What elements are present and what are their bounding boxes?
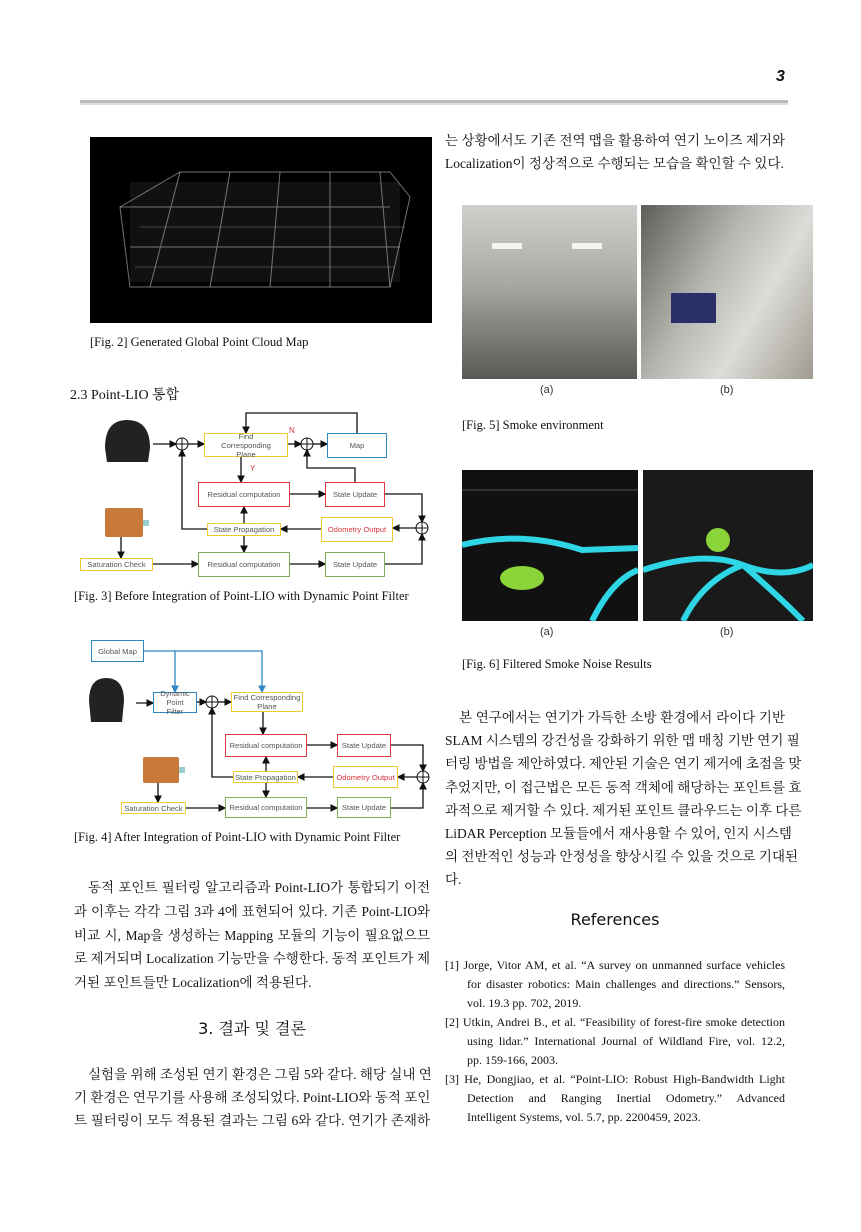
conclusion-line: 본 연구에서는 연기가 가득한 소방 환경에서 라이다 기반 <box>459 710 785 725</box>
reference-line: pp. 159-166, 2003. <box>467 1053 558 1067</box>
fig6-sub-b: (b) <box>720 626 734 638</box>
reference-line: for disaster robotics: Main challenges and directions.” Sensors, <box>467 977 785 991</box>
references-title: References <box>570 910 660 929</box>
fig5-caption: [Fig. 5] Smoke environment <box>462 418 604 432</box>
result-para-line: 기 환경은 연무기를 사용해 조성되었다. Point-LIO와 동적 포인 <box>74 1090 431 1105</box>
filtered-result-a <box>462 470 638 621</box>
fig4-saturation-check-box: Saturation Check <box>121 802 186 814</box>
conclusion-line: 터링 방법을 제안하였다. 제안된 기술은 연기 제거에 초점을 맞 <box>445 756 802 771</box>
fig6-caption: [Fig. 6] Filtered Smoke Noise Results <box>462 657 652 671</box>
conclusion-line: 과적으로 제거할 수 있다. 제거된 포인트 클라우드는 이후 다른 <box>445 803 802 818</box>
fig3-find-plane-box: Find Corresponding Plane <box>204 433 288 457</box>
fig3-residual-imu-box: Residual computation <box>198 552 290 577</box>
page-number: 3 <box>776 68 785 85</box>
fig4-residual-lidar-box: Residual computation <box>225 734 307 757</box>
result-para-line: 트 필터링이 모두 적용된 결과는 그림 6와 같다. 연기가 존재하 <box>74 1113 430 1128</box>
left-para-line: 거된 포인트들만 Localization에 적용된다. <box>74 975 312 990</box>
reference-line: [1] Jorge, Vitor AM, et al. “A survey on unmanned surface vehicles <box>445 958 785 972</box>
fig4-residual-imu-box: Residual computation <box>225 797 307 818</box>
conclusion-line: 의 전반적인 성능과 안정성을 향상시킬 수 있을 것으로 기대된 <box>445 849 799 864</box>
fig5-sub-a: (a) <box>540 384 554 396</box>
left-para-line: 로 제거되며 Localization 기능만을 수행한다. 동적 포인트가 제 <box>74 951 430 966</box>
fig3-saturation-check-box: Saturation Check <box>80 558 153 571</box>
reference-line: [2] Utkin, Andrei B., et al. “Feasibility of forest-fire smoke detection <box>445 1015 785 1029</box>
fig3-branch-yes: Y <box>250 464 256 473</box>
conclusion-line: 다. <box>445 872 462 887</box>
reference-line: vol. 19.3 pp. 702, 2019. <box>467 996 582 1010</box>
fig5-sub-b: (b) <box>720 384 734 396</box>
fig3-odometry-output-box: Odometry Output <box>321 517 393 542</box>
right-para-line: 는 상황에서도 기존 전역 맵을 활용하여 연기 노이즈 제거와 <box>445 133 785 148</box>
reference-line: Detection and Ranging Inertial Odometry.” Advanced <box>467 1091 785 1105</box>
reference-line: using lidar.” International Journal of Wildland Fire, vol. 12.2, <box>467 1034 785 1048</box>
left-para-line: 비교 시, Map을 생성하는 Mapping 모듈의 기능이 필요없으므 <box>74 928 430 943</box>
fig3-state-update-imu-box: State Update <box>325 552 385 577</box>
fig3-caption: [Fig. 3] Before Integration of Point-LIO with Dynamic Point Filter <box>74 589 409 603</box>
fig4-state-update-lidar-box: State Update <box>337 734 391 757</box>
reference-line: Intelligent Systems, vol. 5.7, pp. 2200459, 2023. <box>467 1110 701 1124</box>
fig3-map-box: Map <box>327 433 387 458</box>
fig4-state-propagation-box: State Propagation <box>233 771 298 783</box>
reference-line: [3] He, Dongjiao, et al. “Point‑LIO: Robust High‑Bandwidth Light <box>445 1072 785 1086</box>
fig4-state-update-imu-box: State Update <box>337 797 391 818</box>
fig4-caption: [Fig. 4] After Integration of Point-LIO with Dynamic Point Filter <box>74 830 401 844</box>
conclusion-line: SLAM 시스템의 강건성을 강화하기 위한 맵 매칭 기반 연기 필 <box>445 733 800 748</box>
lidar-sensor-icon <box>89 420 150 722</box>
smoke-photo-a <box>462 205 637 379</box>
fig4-global-map-box: Global Map <box>91 640 144 662</box>
conclusion-line: 추었지만, 이 접근법은 모든 동적 객체에 해당하는 포인트를 효 <box>445 780 802 795</box>
left-para-line: 과 이후는 각각 그림 3과 4에 표현되어 있다. 기존 Point-LIO와 <box>74 904 430 919</box>
fig3-state-propagation-box: State Propagation <box>207 523 281 536</box>
fig4-find-plane-box: Find Corresponding Plane <box>231 692 303 712</box>
result-para-line: 실험을 위해 조성된 연기 환경은 그림 5와 같다. 해당 실내 연 <box>88 1067 432 1082</box>
filtered-result-b <box>643 470 813 621</box>
right-para-line: Localization이 정상적으로 수행되는 모습을 확인할 수 있다. <box>445 156 784 171</box>
fig2-caption: [Fig. 2] Generated Global Point Cloud Map <box>90 335 309 349</box>
conclusion-line: LiDAR Perception 모듈들에서 재사용할 수 있어, 인지 시스템 <box>445 826 792 841</box>
section-2-3-title: 2.3 Point-LIO 통합 <box>70 388 180 403</box>
smoke-photo-b <box>641 205 813 379</box>
fig6-sub-a: (a) <box>540 626 554 638</box>
fig3-branch-no: N <box>289 426 295 435</box>
fig3-state-update-lidar-box: State Update <box>325 482 385 507</box>
fig4-odometry-output-box: Odometry Output <box>333 766 398 788</box>
left-para-line: 동적 포인트 필터링 알고리즘과 Point-LIO가 통합되기 이전 <box>88 880 430 895</box>
section-3-title: 3. 결과 및 결론 <box>198 1019 306 1038</box>
fig3-residual-lidar-box: Residual computation <box>198 482 290 507</box>
fig4-dynamic-filter-box: Dynamic Point Filter <box>153 692 197 713</box>
